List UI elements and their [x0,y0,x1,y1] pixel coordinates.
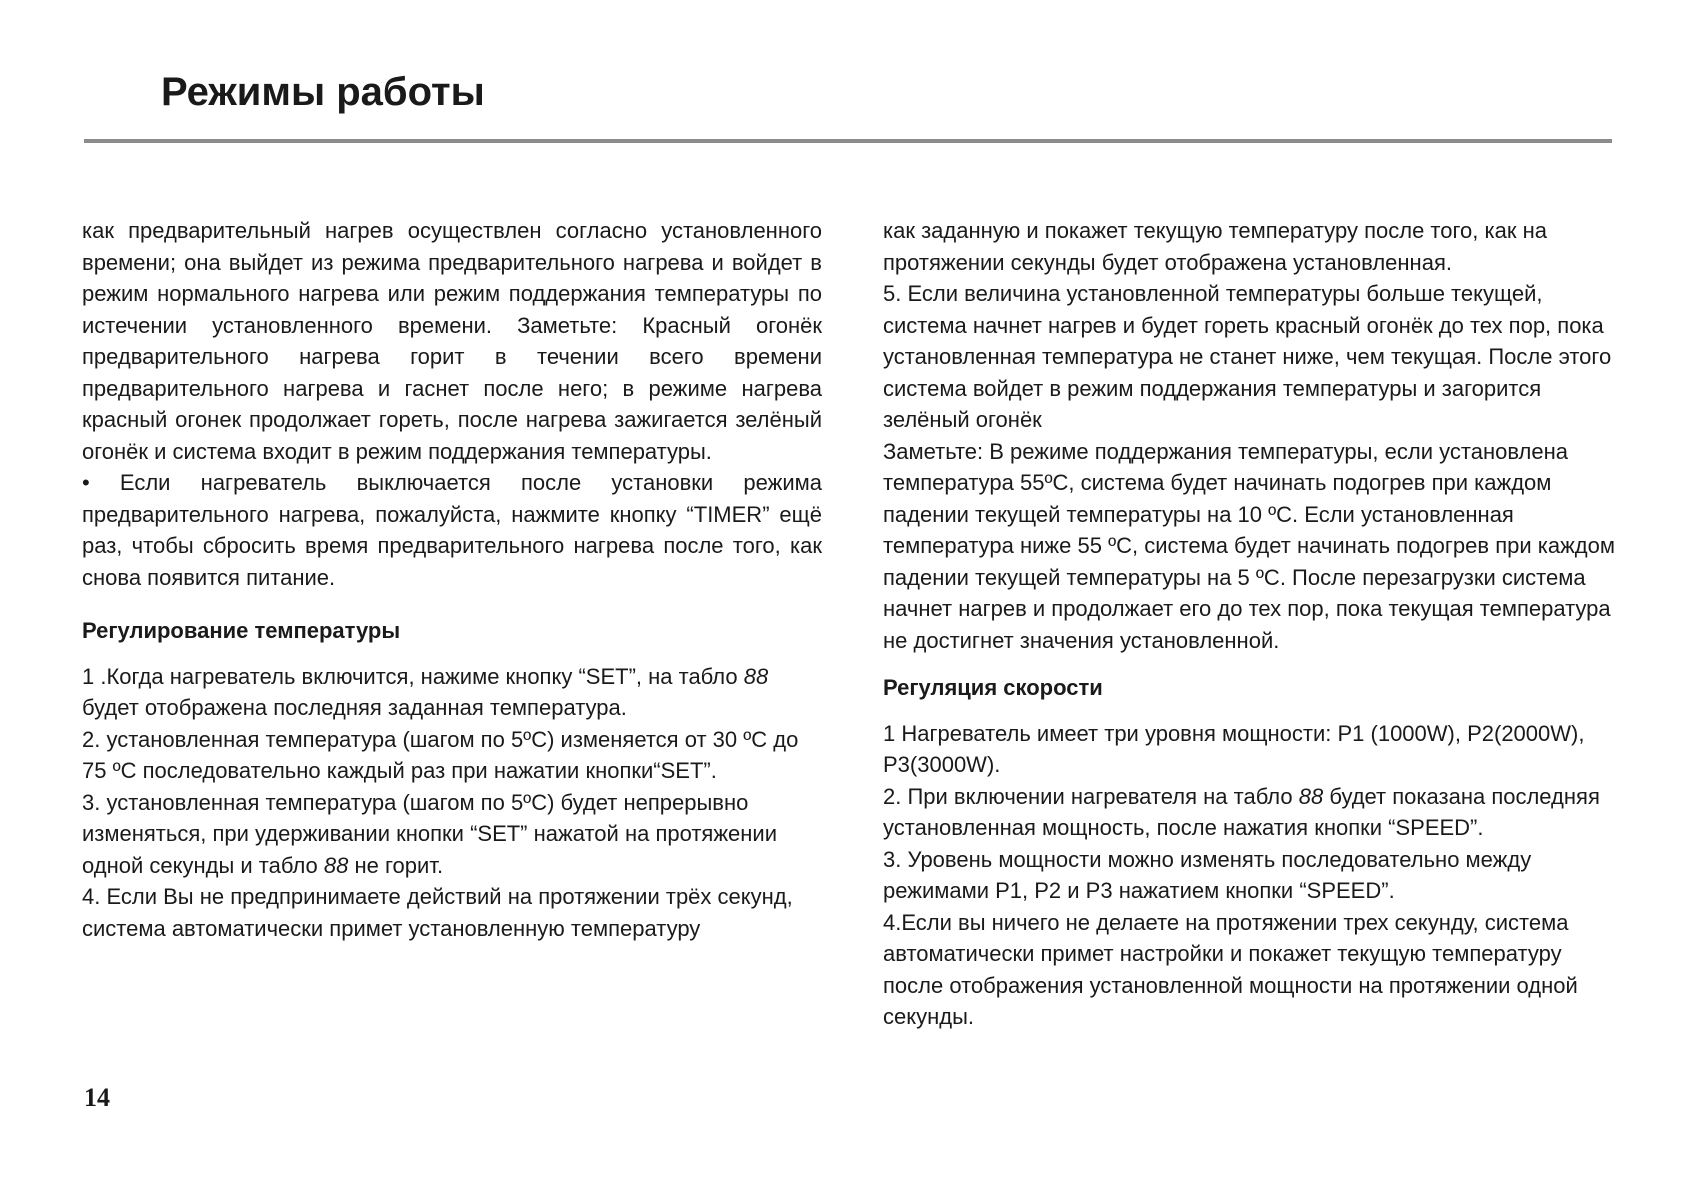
item-text: 1 Нагреватель имеет три уровня мощности: P1 (1000W), P2(2000W), P3(3000W). [883,720,1585,777]
right-note: Заметьте: В режиме поддержания температуры, если установлена температура 55ºC, система будет начинать подогрев при каждом падении текущей температуры на 10 ºC. Если установленная температура ниже 55 ºC, система будет начинать подогрев при каждом падении текущей температуры на 5 ºC. После перезагрузки система начнет нагрев и продолжает его до тех пор, пока текущая температура не достигнет значения установленной. [883,438,1616,653]
item-text: 4. Если Вы не предпринимаете действий на протяжении трёх секунд, система автоматически примет установленную температуру [82,884,793,941]
item-text: не горит. [348,852,444,878]
left-column [82,215,822,944]
item-text: будет показана последняя установленная мощность, после нажатия кнопки “SPEED”. [883,783,1600,840]
item-text: 2. установленная температура (шагом по 5ºC) изменяется от 30 ºC до 75 ºC последовательно каждый раз при нажатии кнопки“SET”. [82,726,799,783]
display-indicator: 88 [743,663,769,689]
list-item [883,907,1621,1033]
section-heading-temperature: Регулирование температуры [82,618,401,643]
item-text: будет отображена последняя заданная температура. [82,695,627,720]
right-continuation: как заданную и покажет текущую температуру после того, как на протяжении секунды будет отображена установленная. [883,218,1547,275]
left-timer-note: • Если нагреватель выключается после установки режима предварительного нагрева, пожалуйста, нажмите кнопку “TIMER” ещё раз, чтобы сбросить время предварительного нагрева после того, как снова появится питание. [82,470,822,590]
list-item [82,724,822,787]
left-intro-paragraph: как предварительный нагрев осуществлен согласно установленного времени; она выйдет из режима предварительного нагрева и войдет в режим нормального нагрева или режим поддержания температуры по истечении установленного времени. Заметьте: Красный огонёк предварительного нагрева горит в течении всего времени предварительного нагрева и гаснет после него; в режиме нагрева красный огонек продолжает гореть, после нагрева зажигается зелёный огонёк и система входит в режим поддержания температуры. [82,218,822,464]
right-column [883,215,1621,1033]
right-item-5: 5. Если величина установленной температуры больше текущей, система начнет нагрев и будет гореть красный огонёк до тех пор, пока установленная температура не станет ниже, чем текущая. После этого система войдет в режим поддержания температуры и загорится зелёный огонёк [883,281,1612,432]
list-item [883,718,1621,781]
page-number: 14 [84,1083,110,1112]
item-text: 2. При включении нагревателя на табло [883,783,1299,809]
list-item [82,881,822,944]
section-heading-speed: Регуляция скорости [883,675,1103,700]
list-item [883,781,1621,844]
item-text: 3. установленная температура (шагом по 5ºC) будет непрерывно изменяться, при удерживании кнопки “SET” нажатой на протяжении одной секунды и табло [82,789,778,878]
display-indicator: 88 [323,852,349,878]
item-text: 3. Уровень мощности можно изменять последовательно между режимами P1, P2 и P3 нажатием кнопки “SPEED”. [883,846,1532,903]
item-text: 4.Если вы ничего не делаете на протяжении трех секунду, система автоматически примет настройки и покажет текущую температуру после отображения установленной мощности на протяжении одной секунды. [883,909,1578,1029]
title-divider [84,139,1612,143]
display-indicator: 88 [1298,783,1324,809]
page-title: Режимы работы [161,70,485,114]
list-item [82,787,822,882]
list-item [883,844,1621,907]
list-item [82,661,822,724]
item-text: 1 .Когда нагреватель включится, нажиме кнопку “SET”, на табло [82,663,744,689]
